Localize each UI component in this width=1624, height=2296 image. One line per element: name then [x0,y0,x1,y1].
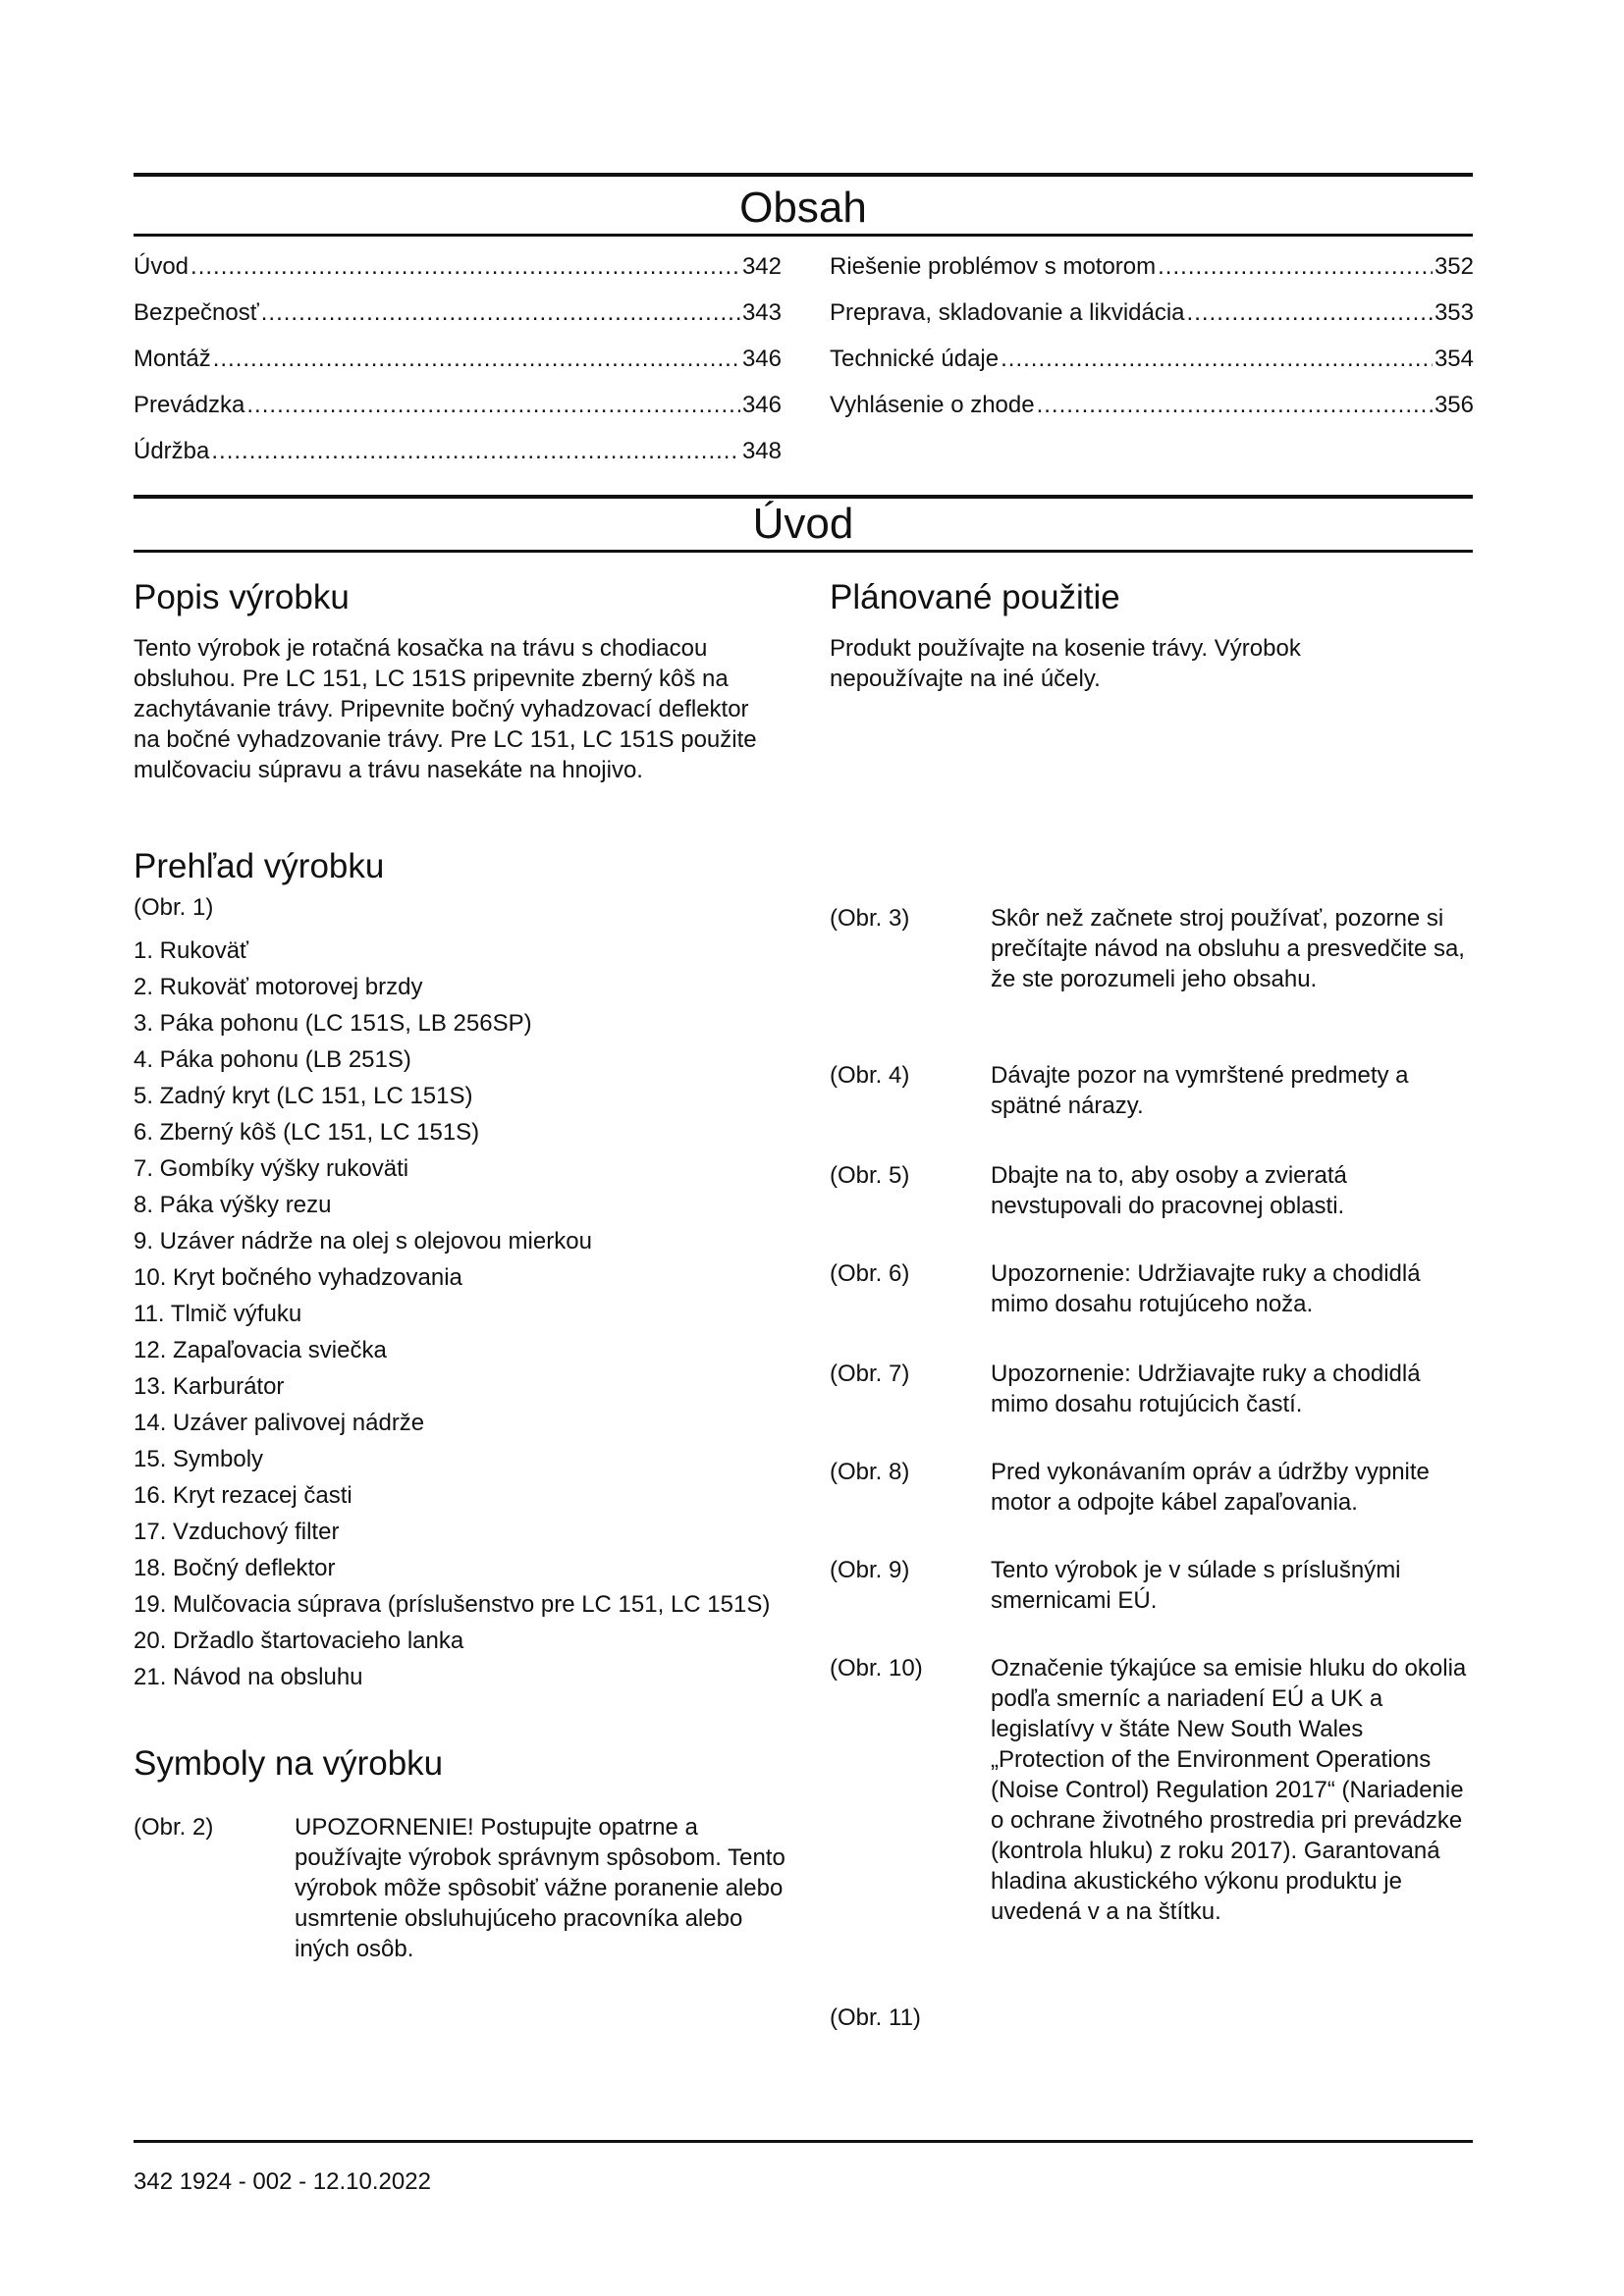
toc-entry-page: 346 [741,346,782,372]
symbol-entry [830,1653,1482,1927]
toc-entry-page: 343 [741,299,782,326]
parts-list [134,938,782,1690]
symbol-description: Tento výrobok je v súlade s príslušnými smernicami EÚ. [991,1557,1401,1614]
toc-entry-page: 356 [1434,392,1474,418]
toc-entry-label: Údržba [134,438,210,464]
list-item: 18. Bočný deflektor [134,1555,336,1581]
list-item: 11. Tlmič výfuku [134,1301,302,1327]
symbol-entry [830,1060,1482,1121]
list-item: 5. Zadný kryt (LC 151, LC 151S) [134,1083,473,1109]
toc-entry-label: Bezpečnosť [134,299,259,326]
symbol-description: Dávajte pozor na vymrštené predmety a spätné nárazy. [991,1062,1409,1119]
toc-entry[interactable] [134,437,782,483]
symbol-figure-ref: (Obr. 6) [830,1260,910,1287]
list-item: 10. Kryt bočného vyhadzovania [134,1264,462,1291]
list-item: 6. Zberný kôš (LC 151, LC 151S) [134,1119,480,1146]
toc-entry[interactable] [830,298,1474,345]
toc-entry[interactable] [830,345,1474,391]
toc-entry-label: Preprava, skladovanie a likvidácia [830,299,1185,326]
list-item: 14. Uzáver palivovej nádrže [134,1410,425,1436]
toc-right-column [830,252,1474,437]
toc-entry[interactable] [830,252,1474,298]
list-item: 17. Vzduchový filter [134,1519,340,1545]
page-footer: 342 1924 - 002 - 12.10.2022 [134,2168,431,2195]
toc-title: Obsah [739,184,867,232]
list-item: 7. Gombíky výšky rukoväti [134,1155,409,1182]
symbol-entry [830,1457,1482,1518]
list-item: 3. Páka pohonu (LC 151S, LB 256SP) [134,1010,532,1037]
symbols-heading: Symboly na výrobku [134,1744,444,1783]
list-item: 4. Páka pohonu (LB 251S) [134,1046,411,1073]
intended-use-heading: Plánované použitie [830,578,1120,616]
symbol-entry [830,1258,1482,1319]
list-item: 12. Zapaľovacia sviečka [134,1337,387,1363]
symbol-entry [830,1359,1482,1419]
list-item: 13. Karburátor [134,1373,285,1400]
symbol-figure-ref: (Obr. 2) [134,1814,214,1841]
top-rule [134,173,1473,177]
symbol-figure-ref: (Obr. 4) [830,1062,910,1089]
symbol-description: Dbajte na to, aby osoby a zvieratá nevstupovali do pracovnej oblasti. [991,1162,1347,1219]
symbol-description: Upozornenie: Udržiavajte ruky a chodidlá mimo dosahu rotujúceho noža. [991,1260,1421,1317]
toc-entry-page: 346 [741,392,782,418]
toc-entry-label: Úvod [134,253,189,280]
symbol-figure-ref: (Obr. 8) [830,1459,910,1485]
symbol-figure-ref: (Obr. 5) [830,1162,910,1189]
overview-figure-ref: (Obr. 1) [134,894,214,921]
symbol-description: UPOZORNENIE! Postupujte opatrne a používajte výrobok správnym spôsobom. Tento výrobok môže spôsobiť vážne poranenie alebo usmrtenie obsluhujúceho pracovníka alebo iných osôb. [295,1814,785,1962]
toc-entry-page: 342 [741,253,782,280]
description-heading: Popis výrobku [134,578,350,616]
overview-heading: Prehľad výrobku [134,847,385,885]
list-item: 15. Symboly [134,1446,264,1472]
section-title: Úvod [752,500,854,548]
list-item: 1. Rukoväť [134,937,249,964]
toc-entry-label: Riešenie problémov s motorom [830,253,1157,280]
symbol-entry [830,2002,1482,2033]
toc-entry[interactable] [134,391,782,437]
symbol-description [991,2002,1482,2033]
list-item: 19. Mulčovacia súprava (príslušenstvo pre LC 151, LC 151S) [134,1591,771,1618]
section-title-rule [134,550,1473,553]
toc-entry[interactable] [830,391,1474,437]
symbol-entry [830,1555,1482,1616]
toc-entry-page: 353 [1434,299,1474,326]
symbol-description: Pred vykonávaním opráv a údržby vypnite motor a odpojte kábel zapaľovania. [991,1459,1430,1516]
description-text: Tento výrobok je rotačná kosačka na trávu s chodiacou obsluhou. Pre LC 151, LC 151S pripevnite zberný kôš na zachytávanie trávy. Pripevnite bočný vyhadzovací deflektor na bočné vyhadzovanie trávy. Pre LC 151, LC 151S použite mulčovaciu súpravu a trávu nasekáte na hnojivo. [134,635,757,783]
list-item: 2. Rukoväť motorovej brzdy [134,974,423,1000]
toc-entry[interactable] [134,345,782,391]
symbol-figure-ref: (Obr. 11) [830,2004,921,2031]
toc-left-column [134,252,782,483]
toc-entry-page: 354 [1434,346,1474,372]
symbol-figure-ref: (Obr. 3) [830,905,910,932]
symbol-figure-ref: (Obr. 7) [830,1361,910,1387]
symbol-description: Upozornenie: Udržiavajte ruky a chodidlá mimo dosahu rotujúcich častí. [991,1361,1421,1417]
toc-entry[interactable] [134,252,782,298]
toc-entry-label: Montáž [134,346,211,372]
footer-rule [134,2140,1473,2143]
symbol-description: Označenie týkajúce sa emisie hluku do okolia podľa smerníc a nariadení EÚ a UK a legislatívy v štáte New South Wales „Protection of the Environment Operations (Noise Control) Regulation 2017“ (Nariadenie o ochrane životného prostredia pri prevádzke (kontrola hluku) z roku 2017). Garantovaná hladina akustického výkonu produktu je uvedená v a na štítku. [991,1655,1467,1925]
toc-title-rule [134,234,1473,237]
toc-entry-page: 348 [741,438,782,464]
symbol-description: Skôr než začnete stroj používať, pozorne si prečítajte návod na obsluhu a presvedčite sa, že ste porozumeli jeho obsahu. [991,905,1465,992]
toc-entry-page: 352 [1434,253,1474,280]
toc-entry-label: Vyhlásenie o zhode [830,392,1035,418]
symbol-figure-ref: (Obr. 10) [830,1655,923,1682]
list-item: 20. Držadlo štartovacieho lanka [134,1628,464,1654]
toc-entry[interactable] [134,298,782,345]
symbol-entry [830,1160,1482,1221]
list-item: 9. Uzáver nádrže na olej s olejovou mierkou [134,1228,592,1255]
list-item: 16. Kryt rezacej časti [134,1482,352,1509]
list-item: 8. Páka výšky rezu [134,1192,332,1218]
intended-use-text: Produkt používajte na kosenie trávy. Výrobok nepoužívajte na iné účely. [830,635,1301,692]
list-item: 21. Návod na obsluhu [134,1664,363,1690]
symbol-entry [830,903,1482,994]
symbol-entry [134,1812,785,1964]
toc-entry-label: Technické údaje [830,346,1000,372]
toc-entry-label: Prevádzka [134,392,245,418]
symbol-figure-ref: (Obr. 9) [830,1557,910,1583]
